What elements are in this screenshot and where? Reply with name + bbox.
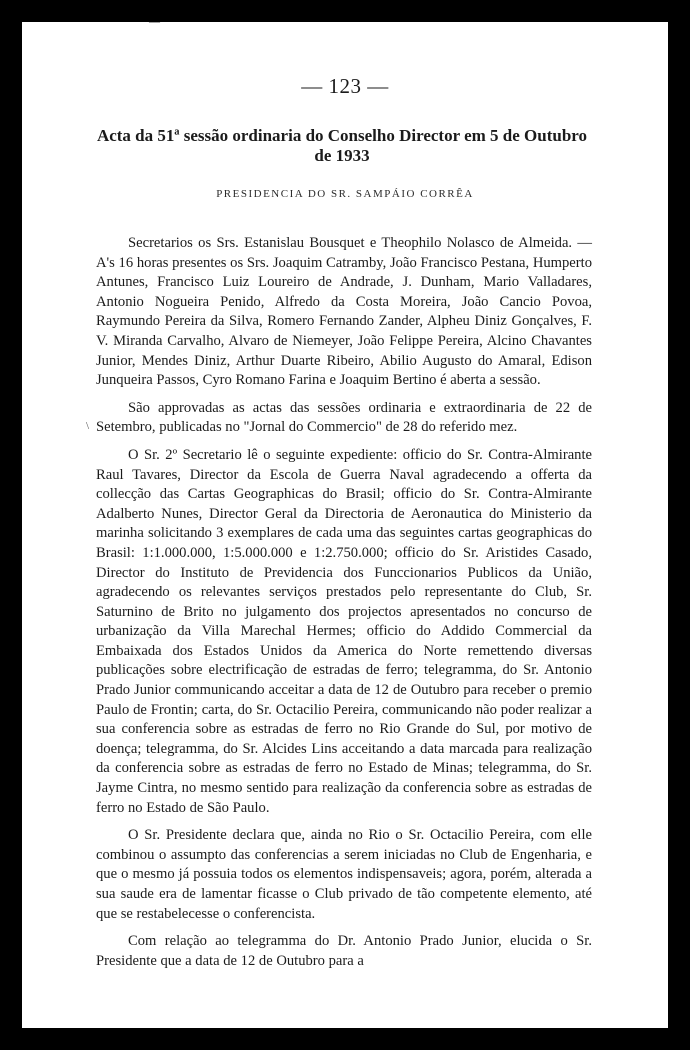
- scan-mark: —: [149, 22, 160, 28]
- document-page: [22, 22, 668, 1028]
- paragraph-president-declaration: O Sr. Presidente declara que, ainda no Rio o Sr. Octacilio Pereira, com elle combinou o assumpto das conferencias a serem iniciadas no Club de Engenharia, e que o mesmo já possuia todos os elementos indispensaveis; agora, porém, alterada a sua saude era de lamentar ficasse o Club privado de tão competente elemento, até que se restabelecesse o conferencista.: [96, 827, 592, 922]
- paragraph-approval: São approvadas as actas das sessões ordinaria e extraordinaria de 22 de Setembro, publicadas no "Jornal do Commercio" de 28 do referido mez.: [96, 399, 592, 436]
- minutes-body: [96, 234, 592, 979]
- paragraph-correspondence: O Sr. 2º Secretario lê o seguinte expediente: officio do Sr. Contra-Almirante Raul Tavares, Director da Escola de Guerra Naval agradecendo a offerta da collecção das Cartas Geographicas do Brasil; officio do Sr. Contra-Almirante Adalberto Nunes, Director Geral da Directoria de Aeronautica do Ministerio da marinha solicitando 3 exemplares de cada uma das seguintes cartas geographicas do Brasil: 1:1.000.000, 1:5.000.000 e 1:2.750.000; officio do Sr. Aristides Casado, Director do Instituto de Previdencia dos Funccionarios Publicos da União, agradecendo os relevantes serviços prestados pelo representante do Club, Sr. Saturnino de Brito no julgamento dos projectos apresentados no concurso de urbanização da Villa Marechal Hermes; officio do Addido Commercial da Embaixada dos Estados Unidos da America do Norte remettendo diversas publicações sobre electrificação de estradas de ferro; telegramma, do Sr. Antonio Prado Junior communicando acceitar a data de 12 de Outubro para receber o premio Paulo de Frontin; carta, do Sr. Octacilio Pereira, communicando não poder realizar a sua conferencia sobre as estradas de ferro no Rio Grande do Sul, por motivo de doença; telegramma, do Sr. Alcides Lins acceitando a data marcada para realização da conferencia sobre as estradas de ferro no Estado de Minas; telegramma, do Sr. Jayme Cintra, no mesmo sentido para realização da conferencia sobre as estradas de ferro no Estado de São Paulo.: [96, 446, 592, 816]
- paragraph-attendance: Secretarios os Srs. Estanislau Bousquet e Theophilo Nolasco de Almeida. — A's 16 horas presentes os Srs. Joaquim Catramby, João Francisco Pestana, Humperto Antunes, Francisco Luiz Loureiro de Andrade, J. Dunham, Mario Valladares, Antonio Nogueira Penido, Alfredo da Costa Moreira, João Cancio Povoa, Raymundo Pereira da Silva, Romero Fernando Zander, Alpheu Diniz Gonçalves, F. V. Miranda Carvalho, Alvaro de Niemeyer, João Felippe Pereira, Alcino Chavantes Junior, Mendes Diniz, Arthur Duarte Ribeiro, Abilio Augusto do Amaral, Edison Junqueira Passos, Cyro Romano Farina e Joaquim Bertino é aberta a sessão.: [96, 235, 592, 389]
- presidency-line: PRESIDENCIA DO SR. SAMPÁIO CORRÊA: [216, 188, 474, 200]
- paragraph-telegram-note: Com relação ao telegramma do Dr. Antonio Prado Junior, elucida o Sr. Presidente que a data de 12 de Outubro para a: [96, 933, 592, 969]
- minutes-title: Acta da 51ª sessão ordinaria do Conselho Director em 5 de Outubro de 1933: [96, 126, 588, 165]
- page-number: — 123 —: [301, 74, 389, 98]
- margin-mark: \: [86, 420, 90, 432]
